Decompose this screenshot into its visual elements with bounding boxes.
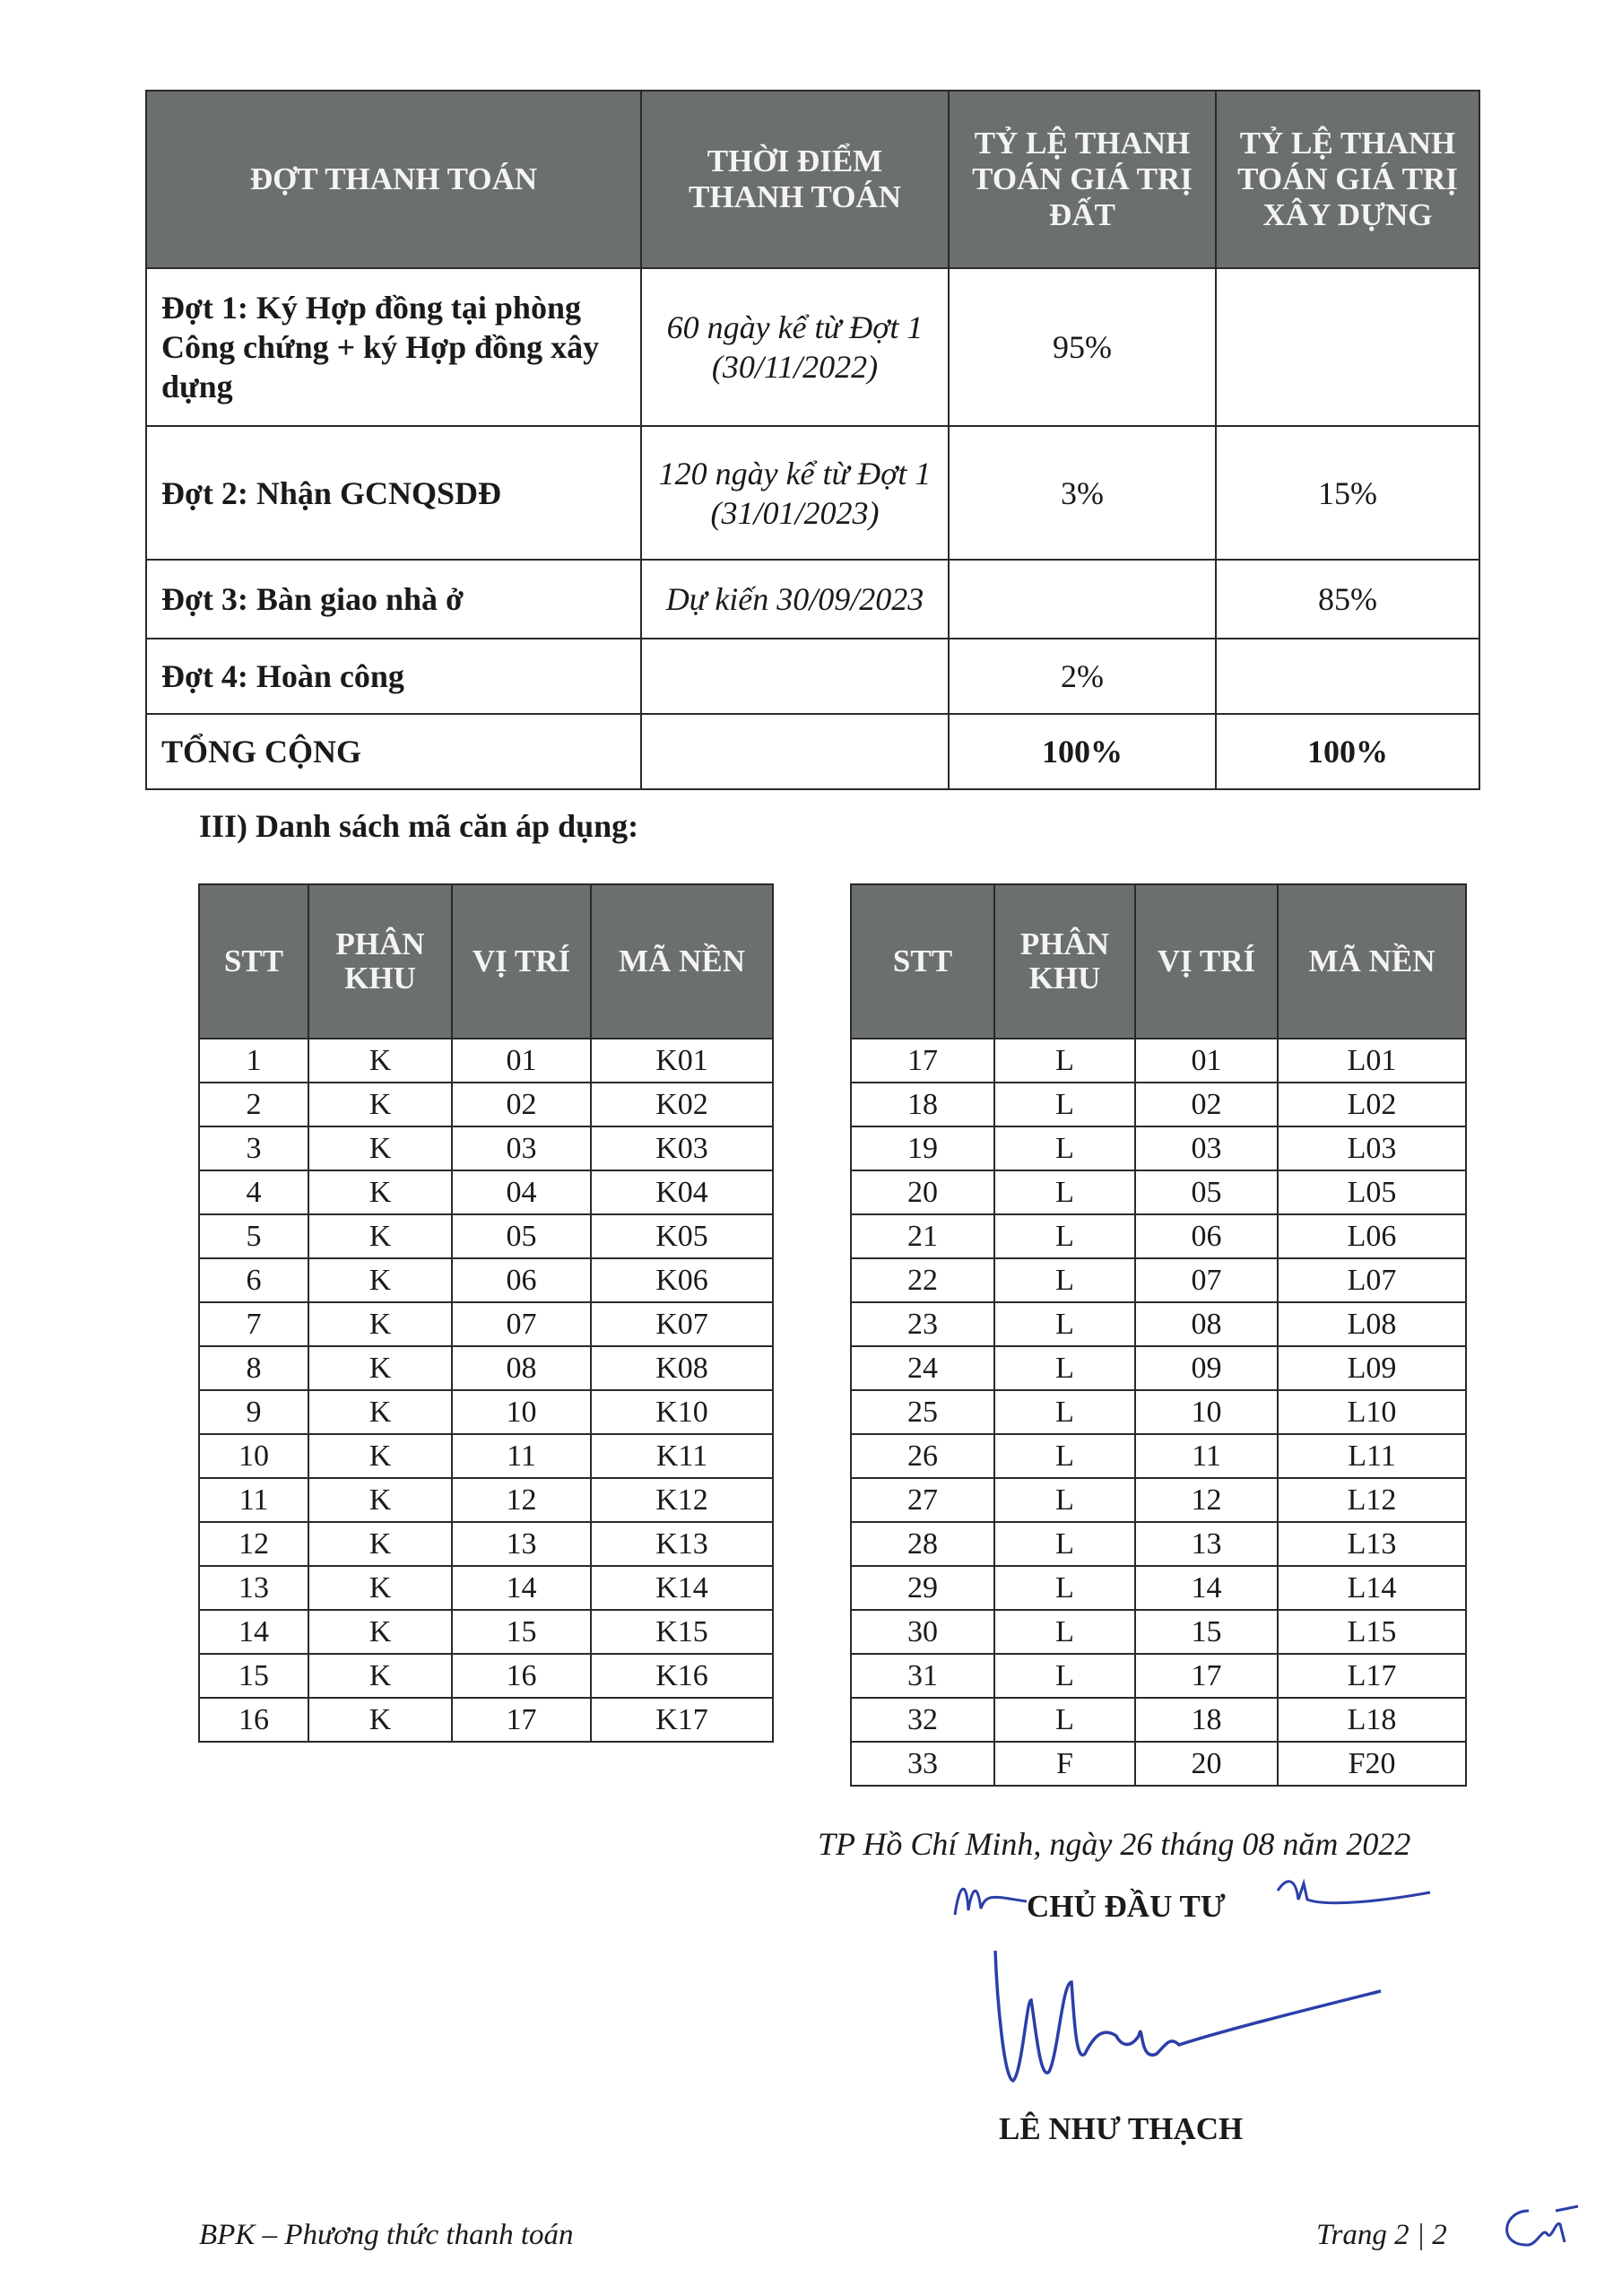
lot-stt-cell: 29	[851, 1566, 994, 1610]
lot-row	[851, 1522, 1466, 1566]
lot-row	[199, 1170, 773, 1214]
lot-stt-cell: 32	[851, 1698, 994, 1742]
build-ratio-cell: 85%	[1216, 560, 1479, 639]
lot-zone-cell: L	[994, 1610, 1135, 1654]
lot-stt-cell: 30	[851, 1610, 994, 1654]
payment-total-row	[146, 714, 1479, 789]
lot-stt-cell: 19	[851, 1126, 994, 1170]
lot-stt-cell: 2	[199, 1083, 308, 1126]
lot-position-cell: 09	[1135, 1346, 1278, 1390]
lot-zone-cell: L	[994, 1698, 1135, 1742]
lot-stt-cell: 28	[851, 1522, 994, 1566]
lot-position-cell: 08	[452, 1346, 591, 1390]
lot-code-cell: L07	[1278, 1258, 1466, 1302]
lot-table-right	[850, 883, 1467, 1787]
lot-zone-cell: L	[994, 1346, 1135, 1390]
lot-row	[851, 1170, 1466, 1214]
build-ratio-cell	[1216, 639, 1479, 714]
header-phase: ĐỢT THANH TOÁN	[146, 91, 641, 268]
phase-cell: Đợt 1: Ký Hợp đồng tại phòng Công chứng + ký Hợp đồng xây dựng	[146, 268, 641, 426]
land-ratio-cell	[949, 560, 1216, 639]
lot-position-cell: 17	[452, 1698, 591, 1742]
lot-position-cell: 11	[452, 1434, 591, 1478]
lot-code-cell: K08	[591, 1346, 773, 1390]
lot-table-left	[198, 883, 774, 1743]
time-cell: 60 ngày kể từ Đợt 1 (30/11/2022)	[641, 268, 949, 426]
footer-document-title: BPK – Phương thức thanh toán	[199, 2219, 574, 2251]
lot-code-cell: K02	[591, 1083, 773, 1126]
build-ratio-cell	[1216, 268, 1479, 426]
lot-row	[851, 1390, 1466, 1434]
lot-row	[199, 1346, 773, 1390]
lot-code-cell: K03	[591, 1126, 773, 1170]
lot-zone-cell: L	[994, 1083, 1135, 1126]
time-cell: 120 ngày kể từ Đợt 1 (31/01/2023)	[641, 426, 949, 560]
lot-row	[199, 1126, 773, 1170]
lot-code-cell: L02	[1278, 1083, 1466, 1126]
payment-row	[146, 426, 1479, 560]
header-position: VỊ TRÍ	[452, 884, 591, 1039]
lot-code-cell: K07	[591, 1302, 773, 1346]
lot-position-cell: 03	[1135, 1126, 1278, 1170]
lot-position-cell: 05	[1135, 1170, 1278, 1214]
lot-row	[851, 1654, 1466, 1698]
lot-position-cell: 02	[452, 1083, 591, 1126]
land-ratio-cell: 95%	[949, 268, 1216, 426]
lot-zone-cell: K	[308, 1126, 452, 1170]
lot-code-cell: L09	[1278, 1346, 1466, 1390]
payment-header-row	[146, 91, 1479, 268]
lot-header-row	[851, 884, 1466, 1039]
lot-row	[851, 1039, 1466, 1083]
lot-code-cell: K04	[591, 1170, 773, 1214]
header-position: VỊ TRÍ	[1135, 884, 1278, 1039]
lot-position-cell: 07	[452, 1302, 591, 1346]
land-ratio-cell: 2%	[949, 639, 1216, 714]
lot-position-cell: 04	[452, 1170, 591, 1214]
lot-row	[199, 1083, 773, 1126]
lot-code-cell: L17	[1278, 1654, 1466, 1698]
lot-position-cell: 12	[1135, 1478, 1278, 1522]
lot-zone-cell: L	[994, 1390, 1135, 1434]
lot-stt-cell: 15	[199, 1654, 308, 1698]
lot-position-cell: 06	[1135, 1214, 1278, 1258]
lot-row	[851, 1302, 1466, 1346]
signature-mark	[986, 1946, 1399, 2099]
lot-code-cell: L18	[1278, 1698, 1466, 1742]
lot-code-cell: L03	[1278, 1126, 1466, 1170]
lot-stt-cell: 17	[851, 1039, 994, 1083]
lot-code-cell: K14	[591, 1566, 773, 1610]
lot-code-cell: K15	[591, 1610, 773, 1654]
footer-page-number: Trang 2 | 2	[1316, 2219, 1447, 2251]
lot-code-cell: L15	[1278, 1610, 1466, 1654]
lot-row	[199, 1478, 773, 1522]
lot-row	[199, 1522, 773, 1566]
lot-zone-cell: F	[994, 1742, 1135, 1786]
section-title: III) Danh sách mã căn áp dụng:	[199, 808, 639, 844]
lot-stt-cell: 10	[199, 1434, 308, 1478]
header-stt: STT	[199, 884, 308, 1039]
lot-row	[199, 1214, 773, 1258]
lot-code-cell: K01	[591, 1039, 773, 1083]
lot-position-cell: 17	[1135, 1654, 1278, 1698]
lot-row	[851, 1434, 1466, 1478]
lot-zone-cell: L	[994, 1522, 1135, 1566]
lot-code-cell: K11	[591, 1434, 773, 1478]
lot-stt-cell: 33	[851, 1742, 994, 1786]
lot-position-cell: 03	[452, 1126, 591, 1170]
lot-position-cell: 15	[1135, 1610, 1278, 1654]
lot-stt-cell: 25	[851, 1390, 994, 1434]
lot-position-cell: 08	[1135, 1302, 1278, 1346]
total-label: TỔNG CỘNG	[146, 714, 641, 789]
lot-zone-cell: L	[994, 1302, 1135, 1346]
lot-zone-cell: K	[308, 1258, 452, 1302]
header-lot-code: MÃ NỀN	[1278, 884, 1466, 1039]
lot-row	[851, 1258, 1466, 1302]
lot-zone-cell: L	[994, 1566, 1135, 1610]
initials-mark	[950, 1874, 1031, 1928]
lot-stt-cell: 13	[199, 1566, 308, 1610]
lot-code-cell: L01	[1278, 1039, 1466, 1083]
lot-row	[199, 1566, 773, 1610]
lot-stt-cell: 20	[851, 1170, 994, 1214]
lot-stt-cell: 14	[199, 1610, 308, 1654]
signer-name: LÊ NHƯ THẠCH	[999, 2111, 1244, 2146]
lot-position-cell: 20	[1135, 1742, 1278, 1786]
lot-stt-cell: 8	[199, 1346, 308, 1390]
lot-position-cell: 05	[452, 1214, 591, 1258]
lot-position-cell: 14	[452, 1566, 591, 1610]
lot-zone-cell: L	[994, 1654, 1135, 1698]
lot-code-cell: K16	[591, 1654, 773, 1698]
lot-code-cell: L05	[1278, 1170, 1466, 1214]
lot-stt-cell: 27	[851, 1478, 994, 1522]
lot-row	[851, 1214, 1466, 1258]
lot-code-cell: L08	[1278, 1302, 1466, 1346]
lot-code-cell: L12	[1278, 1478, 1466, 1522]
lot-stt-cell: 23	[851, 1302, 994, 1346]
header-zone: PHÂN KHU	[308, 884, 452, 1039]
lot-stt-cell: 11	[199, 1478, 308, 1522]
lot-position-cell: 10	[452, 1390, 591, 1434]
lot-row	[199, 1610, 773, 1654]
lot-zone-cell: K	[308, 1698, 452, 1742]
lot-zone-cell: K	[308, 1654, 452, 1698]
payment-row	[146, 639, 1479, 714]
payment-row	[146, 560, 1479, 639]
time-cell	[641, 639, 949, 714]
lot-zone-cell: L	[994, 1126, 1135, 1170]
lot-code-cell: K13	[591, 1522, 773, 1566]
land-ratio-cell: 3%	[949, 426, 1216, 560]
lot-row	[199, 1258, 773, 1302]
lot-position-cell: 01	[452, 1039, 591, 1083]
phase-cell: Đợt 3: Bàn giao nhà ở	[146, 560, 641, 639]
lot-stt-cell: 12	[199, 1522, 308, 1566]
lot-zone-cell: K	[308, 1390, 452, 1434]
lot-position-cell: 12	[452, 1478, 591, 1522]
lot-code-cell: K06	[591, 1258, 773, 1302]
lot-stt-cell: 7	[199, 1302, 308, 1346]
lot-row	[851, 1610, 1466, 1654]
lot-code-cell: L14	[1278, 1566, 1466, 1610]
phase-cell: Đợt 4: Hoàn công	[146, 639, 641, 714]
lot-position-cell: 18	[1135, 1698, 1278, 1742]
lot-position-cell: 13	[452, 1522, 591, 1566]
payment-schedule-table	[145, 90, 1480, 790]
lot-position-cell: 10	[1135, 1390, 1278, 1434]
lot-row	[199, 1698, 773, 1742]
lot-row	[851, 1742, 1466, 1786]
header-lot-code: MÃ NỀN	[591, 884, 773, 1039]
lot-position-cell: 14	[1135, 1566, 1278, 1610]
lot-zone-cell: K	[308, 1039, 452, 1083]
lot-row	[199, 1039, 773, 1083]
lot-row	[851, 1478, 1466, 1522]
phase-cell: Đợt 2: Nhận GCNQSDĐ	[146, 426, 641, 560]
lot-stt-cell: 9	[199, 1390, 308, 1434]
lot-zone-cell: K	[308, 1083, 452, 1126]
lot-row	[199, 1390, 773, 1434]
lot-stt-cell: 16	[199, 1698, 308, 1742]
lot-zone-cell: K	[308, 1566, 452, 1610]
lot-zone-cell: L	[994, 1214, 1135, 1258]
lot-code-cell: L10	[1278, 1390, 1466, 1434]
lot-zone-cell: L	[994, 1434, 1135, 1478]
lot-position-cell: 02	[1135, 1083, 1278, 1126]
payment-row	[146, 268, 1479, 426]
lot-row	[199, 1302, 773, 1346]
lot-zone-cell: K	[308, 1170, 452, 1214]
header-stt: STT	[851, 884, 994, 1039]
lot-stt-cell: 26	[851, 1434, 994, 1478]
lot-code-cell: L13	[1278, 1522, 1466, 1566]
header-zone: PHÂN KHU	[994, 884, 1135, 1039]
lot-row	[851, 1126, 1466, 1170]
lot-stt-cell: 1	[199, 1039, 308, 1083]
lot-code-cell: L06	[1278, 1214, 1466, 1258]
time-cell	[641, 714, 949, 789]
lot-zone-cell: L	[994, 1170, 1135, 1214]
lot-row	[851, 1698, 1466, 1742]
header-time: THỜI ĐIỂM THANH TOÁN	[641, 91, 949, 268]
lot-row	[199, 1654, 773, 1698]
land-ratio-total: 100%	[949, 714, 1216, 789]
lot-row	[851, 1346, 1466, 1390]
lot-position-cell: 16	[452, 1654, 591, 1698]
lot-position-cell: 15	[452, 1610, 591, 1654]
lot-code-cell: K05	[591, 1214, 773, 1258]
lot-position-cell: 06	[452, 1258, 591, 1302]
lot-code-cell: F20	[1278, 1742, 1466, 1786]
lot-position-cell: 13	[1135, 1522, 1278, 1566]
initials-mark	[1273, 1873, 1435, 1918]
header-build-ratio: TỶ LỆ THANH TOÁN GIÁ TRỊ XÂY DỰNG	[1216, 91, 1479, 268]
lot-zone-cell: K	[308, 1214, 452, 1258]
lot-code-cell: K12	[591, 1478, 773, 1522]
lot-code-cell: L11	[1278, 1434, 1466, 1478]
lot-zone-cell: L	[994, 1258, 1135, 1302]
lot-zone-cell: L	[994, 1478, 1135, 1522]
lot-header-row	[199, 884, 773, 1039]
lot-row	[851, 1083, 1466, 1126]
header-land-ratio: TỶ LỆ THANH TOÁN GIÁ TRỊ ĐẤT	[949, 91, 1216, 268]
build-ratio-cell: 15%	[1216, 426, 1479, 560]
lot-zone-cell: K	[308, 1610, 452, 1654]
lot-code-cell: K17	[591, 1698, 773, 1742]
investor-title: CHỦ ĐẦU TƯ	[1027, 1889, 1226, 1924]
lot-stt-cell: 24	[851, 1346, 994, 1390]
lot-zone-cell: K	[308, 1346, 452, 1390]
build-ratio-total: 100%	[1216, 714, 1479, 789]
place-date-line: TP Hồ Chí Minh, ngày 26 tháng 08 năm 2022	[818, 1826, 1411, 1862]
lot-stt-cell: 22	[851, 1258, 994, 1302]
lot-stt-cell: 18	[851, 1083, 994, 1126]
lot-stt-cell: 4	[199, 1170, 308, 1214]
lot-code-cell: K10	[591, 1390, 773, 1434]
lot-stt-cell: 5	[199, 1214, 308, 1258]
lot-row	[851, 1566, 1466, 1610]
lot-zone-cell: K	[308, 1522, 452, 1566]
lot-position-cell: 07	[1135, 1258, 1278, 1302]
lot-zone-cell: L	[994, 1039, 1135, 1083]
time-cell: Dự kiến 30/09/2023	[641, 560, 949, 639]
lot-zone-cell: K	[308, 1478, 452, 1522]
lot-stt-cell: 3	[199, 1126, 308, 1170]
lot-stt-cell: 31	[851, 1654, 994, 1698]
lot-position-cell: 01	[1135, 1039, 1278, 1083]
lot-zone-cell: K	[308, 1302, 452, 1346]
lot-position-cell: 11	[1135, 1434, 1278, 1478]
initials-mark	[1493, 2202, 1583, 2256]
lot-zone-cell: K	[308, 1434, 452, 1478]
lot-stt-cell: 21	[851, 1214, 994, 1258]
lot-row	[199, 1434, 773, 1478]
lot-stt-cell: 6	[199, 1258, 308, 1302]
